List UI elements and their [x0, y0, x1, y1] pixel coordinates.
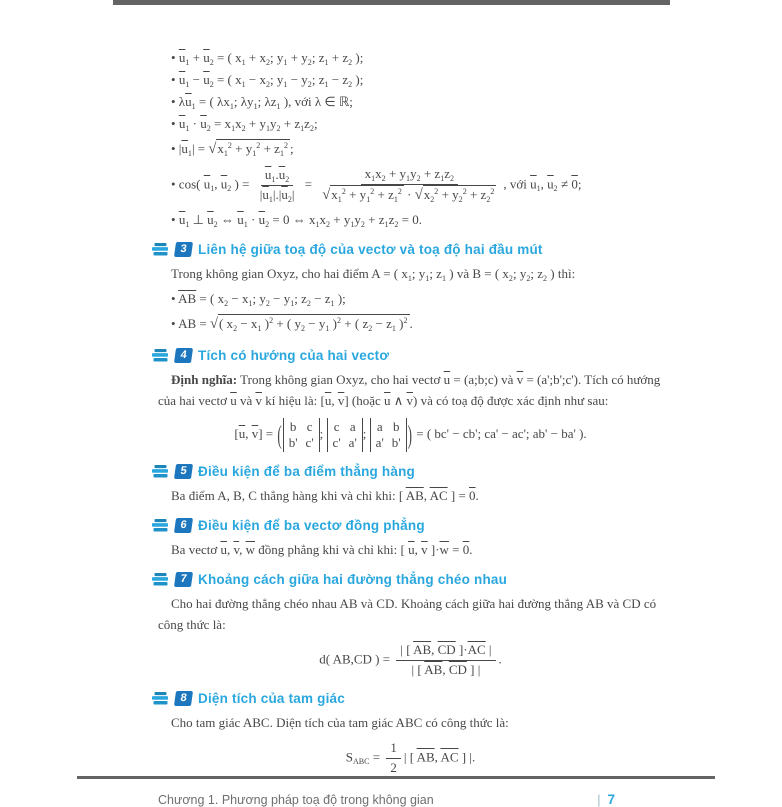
section-number-badge: 4 — [174, 348, 193, 363]
top-formula-list — [158, 47, 663, 230]
section-title: Khoảng cách giữa hai đường thẳng chéo nhau — [198, 572, 508, 588]
section-7-intro: Cho hai đường thẳng chéo nhau AB và CD. Khoảng cách giữa hai đường thẳng AB và CD có công thức là: — [158, 596, 657, 632]
formula-distance: d( AB,CD ) = $\frac{| [ \overline{AB}, \overline{CD} ]\cdot\overline{AC} |}{| [ \overline{AB}, \overline{CD} ] |}$ . — [319, 641, 502, 677]
page-top-edge — [113, 0, 670, 5]
formula-vector-diff: • $\overline{u}_1 - \overline{u}_2$ = ( $x_1 - x_2$; $y_1 - y_2$; $z_1 - z_2$ ); — [171, 72, 364, 89]
statement-collinear: Ba điểm A, B, C thẳng hàng khi và chỉ khi: [ $\overline{AB}$, $\overline{AC}$ ] = 0. — [171, 488, 479, 504]
formula-dot-product: • $\overline{u}_1 \cdot \overline{u}_2 = x_1x_2 + y_1y_2 + z_1z_2$; — [171, 116, 318, 133]
formula-cos-angle: • cos( $\overline{u}_1$, $\overline{u}_2$ ) = $\frac{\overline{u}_1.\overline{u}_2}{|\overline{u}_1|.|\overline{u}_2|}$ = $\frac{x_1x_2 + y_1y_2 + z_1z_2}{√x_1^2 + y_1^2 + z_1^2 \cdot √x_2^2 + y_2^2 + z_2^2}$ , với $\overline{u}_1$, $\overline{u}_2 \ne 0$; — [171, 165, 582, 204]
section-number-badge: 8 — [174, 691, 193, 706]
section-title: Diện tích của tam giác — [198, 690, 345, 706]
formula-vector-sum: • $\overline{u}_1 + \overline{u}_2$ = ( $x_1 + x_2$; $y_1 + y_2$; $z_1 + z_2$ ); — [171, 50, 364, 67]
formula-magnitude: • $|\overline{u}_1| = √x_1^2 + y_1^2 + z_1^2$ ; — [171, 141, 294, 158]
section-8 — [158, 691, 663, 777]
page-footer — [158, 792, 663, 807]
section-4 — [158, 348, 663, 452]
formula-ab-vector: • $\overline{AB}$ = ( $x_2 - x_1$; $y_2 - y_1$; $z_2 - z_1$ ); — [171, 290, 346, 308]
book-page-content — [158, 46, 663, 807]
formula-perpendicular: • $\overline{u}_1$ ⊥ $\overline{u}_2$ ⇔ $\overline{u}_1 \cdot \overline{u}_2 = 0$ ⇔ $x_1x_2 + y_1y_2 + z_1z_2 = 0$. — [171, 211, 422, 229]
formula-area: $S_{ABC}$ = $\frac{1}{2}$ | [ $\overline{AB}$, $\overline{AC}$ ] |. — [345, 739, 476, 775]
section-title: Điều kiện để ba điểm thẳng hàng — [198, 464, 415, 480]
section-8-intro: Cho tam giác ABC. Diện tích của tam giác ABC có công thức là: — [171, 714, 509, 730]
section-title: Tích có hướng của hai vectơ — [198, 348, 390, 364]
page-number-group — [597, 792, 615, 807]
section-6-heading — [152, 518, 663, 533]
section-number-badge: 3 — [174, 242, 193, 257]
footer-separator: | — [597, 793, 601, 807]
section-number-badge: 6 — [174, 518, 193, 533]
section-6 — [158, 518, 663, 560]
section-title: Điều kiện để ba vectơ đồng phẳng — [198, 518, 425, 534]
section-4-heading — [152, 348, 663, 363]
section-3-heading — [152, 242, 663, 257]
section-4-definition: Định nghĩa: Trong không gian Oxyz, cho hai vectơ $\overline{u}$ = (a;b;c) và $\overline{v}$ = (a';b';c'). Tích có hướng của hai vectơ $\overline{u}$ và $\overline{v}$ kí hiệu là: [$\overline{u}$, $\overline{v}$] (hoặc $\overline{u}$ ∧ $\overline{v}$) và có toạ độ được xác định như sau: — [158, 372, 661, 408]
formula-scalar-mult: • $\lambda\overline{u}_1$ = ( $\lambda x_1$; $\lambda y_1$; $\lambda z_1$ ), với λ ∈ ℝ; — [171, 94, 353, 111]
book-stack-icon — [152, 573, 169, 586]
formula-ab-length: • AB = √( $x_2 - x_1$ )$^2$ + ( $y_2 - y_1$ )$^2$ + ( $z_2 - z_1$ )$^2$ . — [171, 315, 413, 333]
section-number-badge: 5 — [174, 464, 193, 479]
page-number: 7 — [607, 792, 615, 807]
section-5 — [158, 464, 663, 506]
section-7 — [158, 572, 663, 678]
book-stack-icon — [152, 519, 169, 532]
section-3 — [158, 242, 663, 337]
section-number-badge: 7 — [174, 572, 193, 587]
formula-cross-product: [$\overline{u}$, $\overline{v}$] = ( b c b' c' ; c a c' a' ; a b a' b' ) = ( bc' − cb'; ca' − ac'; ab' − ba' ). — [158, 418, 663, 453]
statement-coplanar: Ba vectơ $\overline{u}$, $\overline{v}$, $\overline{w}$ đồng phẳng khi và chỉ khi: [ $\overline{u}$, $\overline{v}$ ]$\cdot\overline{w} = 0$. — [171, 542, 473, 558]
book-stack-icon — [152, 692, 169, 705]
section-title: Liên hệ giữa toạ độ của vectơ và toạ độ hai đầu mút — [198, 241, 543, 257]
section-5-heading — [152, 464, 663, 479]
chapter-footer-label: Chương 1. Phương pháp toạ độ trong không gian — [158, 793, 434, 807]
section-8-heading — [152, 691, 663, 706]
section-7-heading — [152, 572, 663, 587]
book-stack-icon — [152, 349, 169, 362]
section-3-intro: Trong không gian Oxyz, cho hai điểm A = ( $x_1$; $y_1$; $z_1$ ) và B = ( $x_2$; $y_2$; $z_2$ ) thì: — [171, 265, 576, 283]
book-stack-icon — [152, 465, 169, 478]
book-stack-icon — [152, 243, 169, 256]
